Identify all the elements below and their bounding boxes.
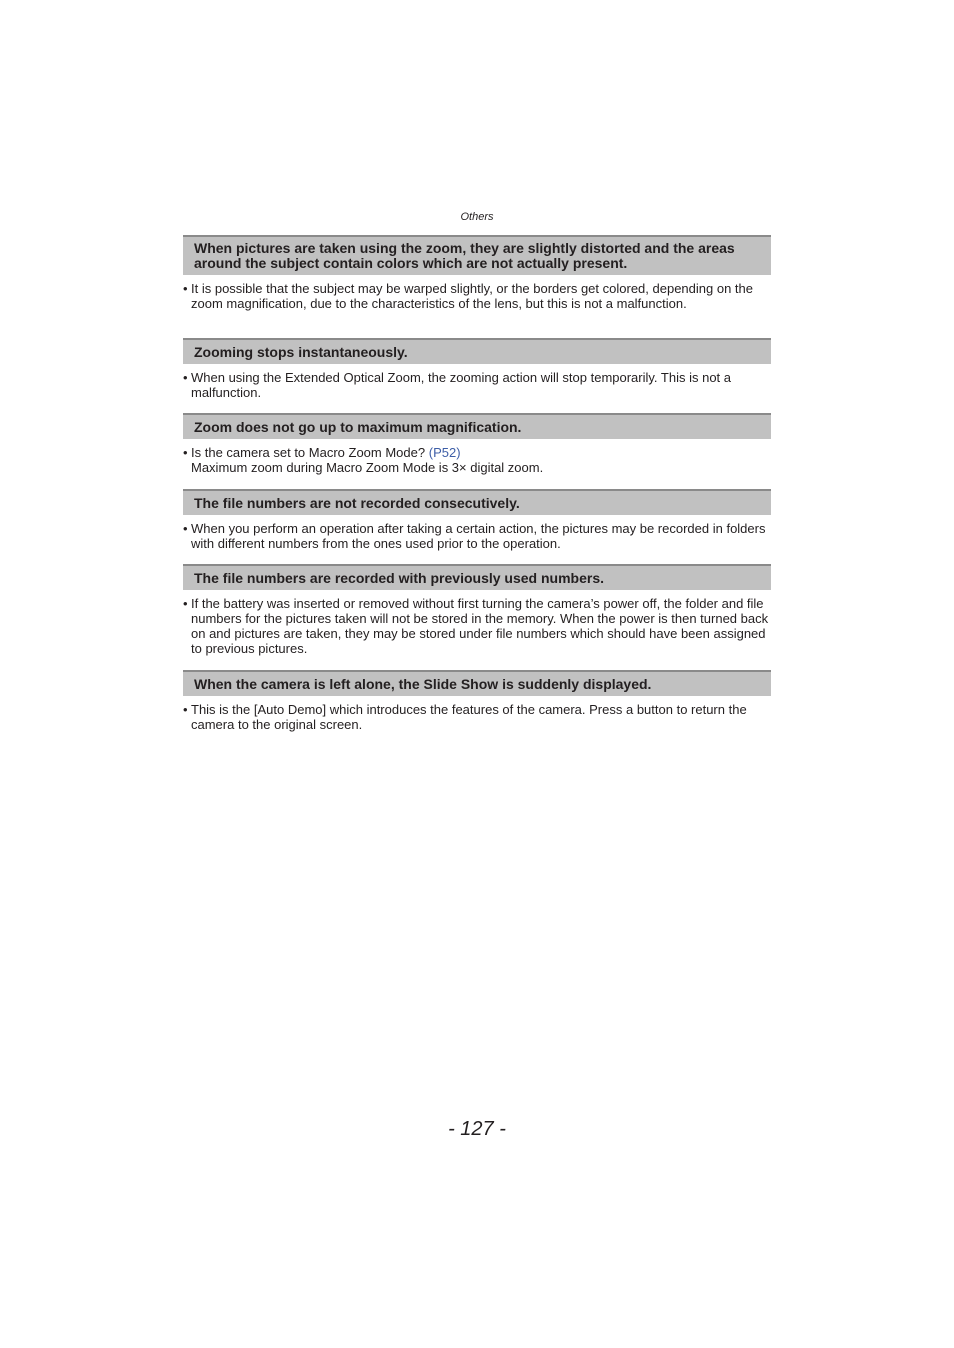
question-heading: When pictures are taken using the zoom, they are slightly distorted and the areas around the subject contain colors which are not actually present. [183,235,771,275]
bullet: • [183,370,188,385]
answer-item [183,370,771,400]
answer-item [183,596,771,656]
answer-text: When using the Extended Optical Zoom, the zooming action will stop temporarily. This is not a malfunction. [191,370,732,400]
answer-item [183,521,771,551]
answer-item [183,702,771,732]
question-heading: When the camera is left alone, the Slide Show is suddenly displayed. [183,670,771,696]
answer-text: When you perform an operation after taking a certain action, the pictures may be recorded in folders with different numbers from the ones used prior to the operation. [191,521,766,551]
troubleshooting-list [183,235,771,732]
bullet: • [183,445,188,460]
page-reference-link[interactable]: (P52) [428,445,461,460]
bullet: • [183,281,188,296]
question-heading: Zoom does not go up to maximum magnification. [183,413,771,439]
answer-text: This is the [Auto Demo] which introduces the features of the camera. Press a button to return the camera to the original screen. [191,702,747,732]
bullet: • [183,521,188,536]
question-heading: The file numbers are recorded with previously used numbers. [183,564,771,590]
answer-text: It is possible that the subject may be warped slightly, or the borders get colored, depending on the zoom magnification, due to the characteristics of the lens, but this is not a malfunction. [191,281,753,311]
bullet: • [183,702,188,717]
answer-item [183,445,771,475]
bullet: • [183,596,188,611]
answer-text-line2: Maximum zoom during Macro Zoom Mode is 3× digital zoom. [191,460,544,475]
answer-text: If the battery was inserted or removed without first turning the camera’s power off, the folder and file numbers for the pictures taken will not be stored in the memory. When the power is then turned back on and pictures are taken, they may be stored under file numbers which should have been assigned to previous pictures. [191,596,769,656]
question-heading: Zooming stops instantaneously. [183,338,771,364]
page-number: - 127 - [448,1118,506,1140]
answer-item [183,281,771,311]
question-heading: The file numbers are not recorded consecutively. [183,489,771,515]
section-label: Others [460,211,494,223]
answer-text: Is the camera set to Macro Zoom Mode? [191,445,426,460]
